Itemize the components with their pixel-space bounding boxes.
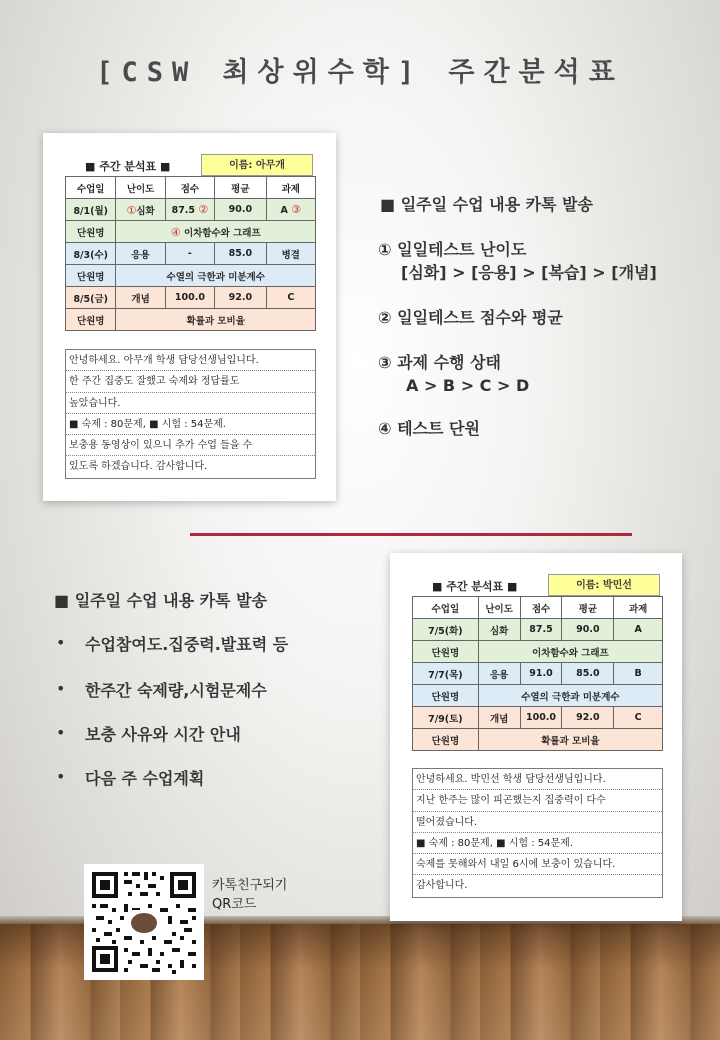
level-cell: ①심화 [116,199,165,221]
qr-label-line-2: QR코드 [212,897,257,912]
bullet-icon: • [56,679,66,698]
header-cell: 평균 [562,597,614,619]
level-cell: 응용 [478,663,520,685]
header-cell: 과제 [614,597,663,619]
qr-label [212,876,287,914]
table-row [413,729,663,751]
score-cell: 100.0 [165,287,214,309]
table-row [413,707,663,729]
unit-cell: 이차함수와 그래프 [478,641,662,663]
date-cell: 7/7(목) [413,663,479,685]
header-cell: 과제 [266,177,315,199]
card2-message-box [412,768,663,898]
qr-label-line-1: 카톡친구되기 [212,878,288,893]
task-cell: B [614,663,663,685]
card2-grade-table [412,596,663,751]
page-title: [CSW 최상위수학] 주간분석표 [96,57,624,88]
table-row [66,199,316,221]
avg-cell: 90.0 [215,199,267,221]
message-line: 한 주간 집중도 잘했고 숙제와 정답률도 [66,371,315,392]
card1-message-box [65,349,316,479]
unit-label-cell: 단원명 [66,221,116,243]
table-row [66,309,316,331]
table-row [66,243,316,265]
avg-cell: 92.0 [215,287,267,309]
marker-2: ② [198,203,209,216]
task-cell: C [614,707,663,729]
unit-label-cell: 단원명 [413,729,479,751]
header-cell: 난이도 [478,597,520,619]
left-item: 수업참여도.집중력.발표력 등 [85,635,289,654]
unit-cell: 수열의 극한과 미분계수 [116,265,316,287]
table-row [413,685,663,707]
card1-caption: ■ 주간 분석표 ■ [85,160,171,173]
date-cell: 8/1(월) [66,199,116,221]
unit-cell: 확률과 모비율 [478,729,662,751]
card1-name-box: 이름: 아무개 [201,154,313,176]
task-cell: A ③ [266,199,315,221]
date-cell: 7/5(화) [413,619,479,641]
message-line: 떨어졌습니다. [413,812,662,833]
right-item-3-detail: A > B > C > D [406,376,530,395]
table-row [66,221,316,243]
marker-1: ① [126,203,137,217]
table-header-row [66,177,316,199]
score-cell: 91.0 [520,663,562,685]
message-line: 있도록 하겠습니다. 감사합니다. [69,461,208,473]
task-cell: C [266,287,315,309]
right-item-1: ① 일일테스트 난이도 [378,240,527,259]
header-cell: 점수 [165,177,214,199]
unit-cell: ④ 이차함수와 그래프 [116,221,316,243]
score-cell: - [165,243,214,265]
level-cell: 심화 [478,619,520,641]
message-line: 숙제를 못해와서 내일 6시에 보충이 있습니다. [413,854,662,875]
table-header-row [413,597,663,619]
header-cell: 점수 [520,597,562,619]
table-row [413,641,663,663]
unit-cell: 확률과 모비율 [116,309,316,331]
bullet-icon: • [56,633,66,652]
left-item: 다음 주 수업계획 [85,769,205,788]
level-cell: 응용 [116,243,165,265]
avg-cell: 85.0 [562,663,614,685]
message-line: 안녕하세요. 아무개 학생 담당선생님입니다. [66,350,315,371]
kakao-qr-code[interactable] [84,864,204,980]
left-item: 한주간 숙제량,시험문제수 [85,681,267,700]
table-row [413,619,663,641]
card1-grade-table [65,176,316,331]
avg-cell: 90.0 [562,619,614,641]
marker-4: ④ [170,225,181,239]
header-cell: 난이도 [116,177,165,199]
unit-label-cell: 단원명 [413,685,479,707]
table-row [66,265,316,287]
message-line: 보충용 동영상이 있으니 추가 수업 들을 수 [66,435,315,456]
left-heading: ■ 일주일 수업 내용 카톡 발송 [54,591,267,610]
unit-label-cell: 단원명 [66,309,116,331]
message-line: 높았습니다. [66,393,315,414]
level-cell: 개념 [478,707,520,729]
avg-cell: 92.0 [562,707,614,729]
report-card-1 [43,133,336,501]
bullet-icon: • [56,723,66,742]
date-cell: 8/5(금) [66,287,116,309]
message-line: 지난 한주는 많이 피곤했는지 집중력이 다수 [413,790,662,811]
score-cell: 87.5 ② [165,199,214,221]
card2-caption: ■ 주간 분석표 ■ [432,580,518,593]
header-cell: 수업일 [66,177,116,199]
unit-label-cell: 단원명 [66,265,116,287]
unit-cell: 수열의 극한과 미분계수 [478,685,662,707]
date-cell: 7/9(토) [413,707,479,729]
divider-line [190,533,632,536]
right-item-1-detail: [심화] > [응용] > [복습] > [개념] [401,263,657,282]
table-row [413,663,663,685]
table-row [66,287,316,309]
header-cell: 수업일 [413,597,479,619]
bullet-icon: • [56,767,66,786]
marker-3: ③ [291,203,302,216]
right-heading: ■ 일주일 수업 내용 카톡 발송 [380,195,593,214]
message-line: 안녕하세요. 박민선 학생 담당선생님입니다. [413,769,662,790]
header-cell: 평균 [215,177,267,199]
message-line: ■ 숙제 : 80문제, ■ 시험 : 54문제. [413,833,662,854]
level-cell: 개념 [116,287,165,309]
score-cell: 100.0 [520,707,562,729]
left-item: 보충 사유와 시간 안내 [85,725,241,744]
task-cell: A [614,619,663,641]
task-cell: 병결 [266,243,315,265]
unit-label-cell: 단원명 [413,641,479,663]
right-item-4: ④ 테스트 단원 [378,419,480,438]
qr-code-icon [84,864,204,980]
avg-cell: 85.0 [215,243,267,265]
score-cell: 87.5 [520,619,562,641]
date-cell: 8/3(수) [66,243,116,265]
right-item-3: ③ 과제 수행 상태 [378,353,501,372]
card2-name-box: 이름: 박민선 [548,574,660,596]
report-card-2 [390,553,682,921]
message-line: ■ 숙제 : 80문제, ■ 시험 : 54문제. [66,414,315,435]
right-item-2: ② 일일테스트 점수와 평균 [378,308,563,327]
message-line: 감사합니다. [416,880,468,892]
